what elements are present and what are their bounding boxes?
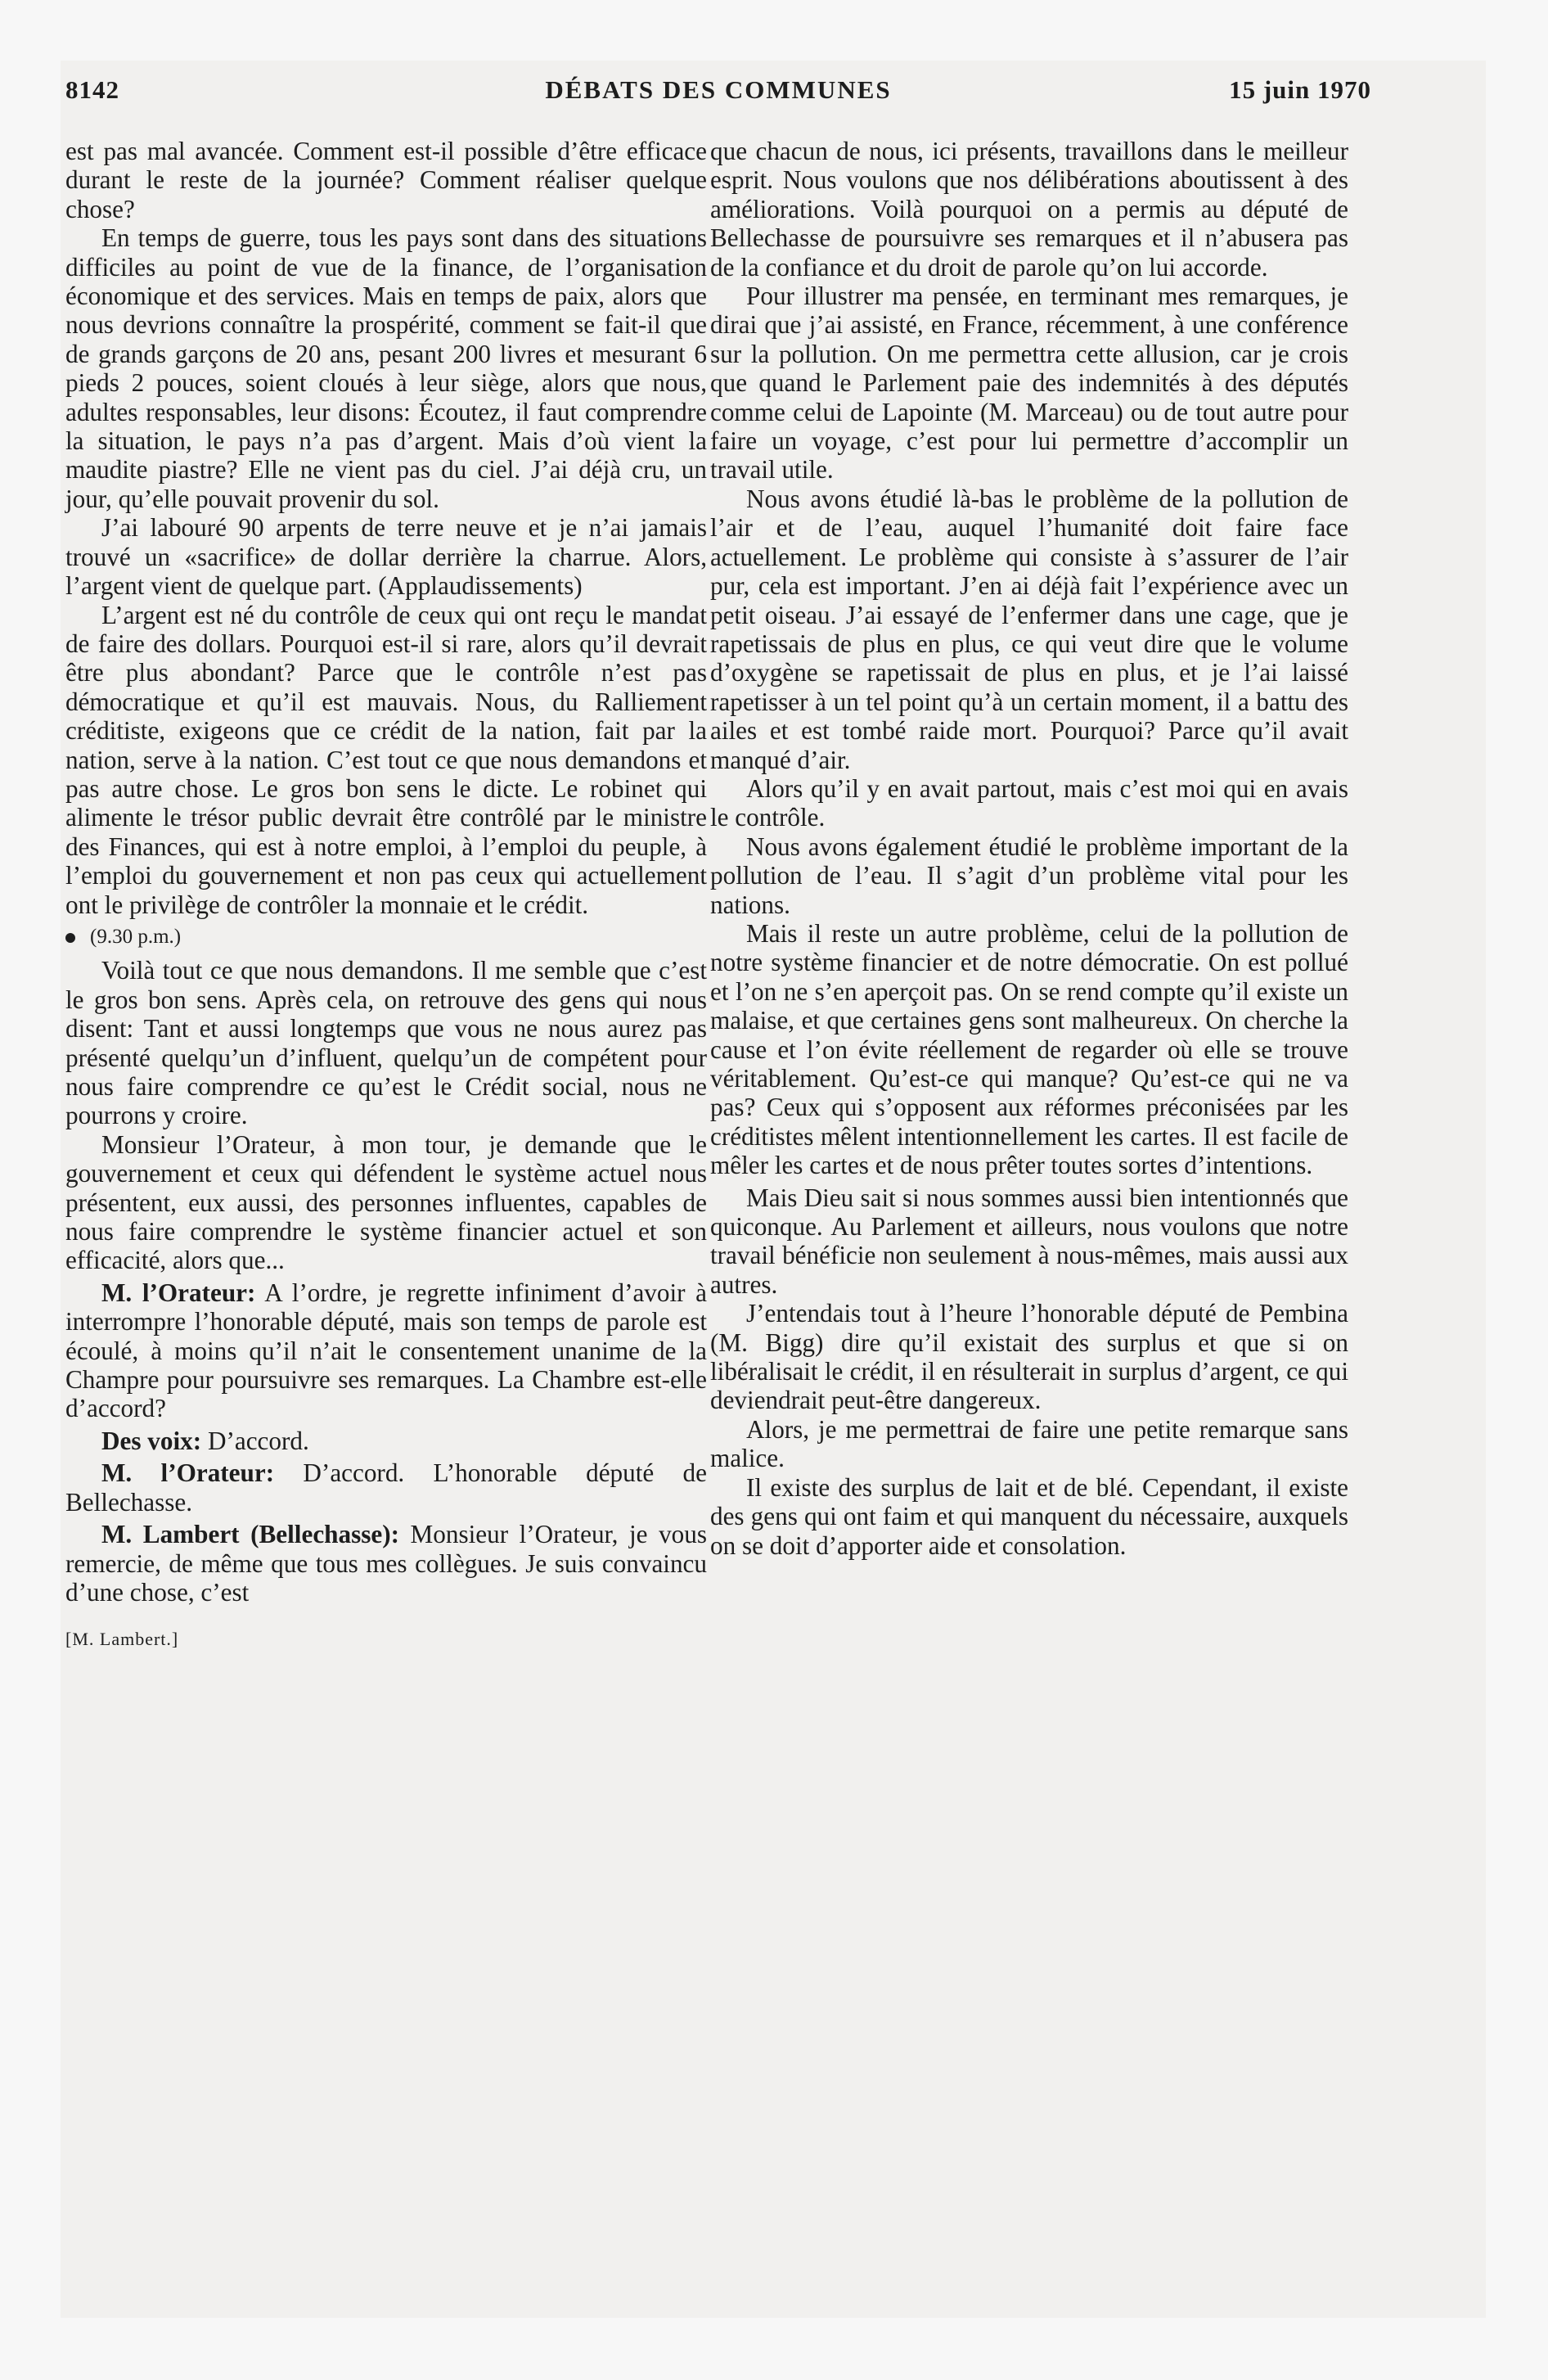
paragraph: Alors, je me permettrai de faire une petite remarque sans malice. bbox=[710, 1414, 1348, 1473]
speaker-name: Des voix: bbox=[101, 1426, 202, 1455]
page-title: DÉBATS DES COMMUNES bbox=[545, 75, 892, 104]
page-number: 8142 bbox=[65, 75, 119, 104]
paragraph: Monsieur l’Orateur, à mon tour, je demande que le gouvernement et ceux qui défendent le système actuel nous présentent, eux aussi, des personnes influentes, capables de nous faire comprendre le système financier actuel et son efficacité, alors que... bbox=[65, 1129, 707, 1275]
speaker-name: M. l’Orateur: bbox=[101, 1458, 275, 1488]
speech-text: D’accord. L’honorable député de Bellechasse. bbox=[65, 1458, 707, 1517]
speech-paragraph bbox=[65, 1278, 707, 1423]
speech-text: D’accord. bbox=[201, 1426, 309, 1455]
speaker-name: M. l’Orateur: bbox=[101, 1278, 256, 1307]
paragraph: Mais Dieu sait si nous sommes aussi bien intentionnés que quiconque. Au Parlement et ailleurs, nous voulons que notre travail bénéficie non seulement à nous-mêmes, mais aussi aux autres. bbox=[710, 1183, 1348, 1299]
speech-paragraph bbox=[65, 1520, 707, 1607]
paragraph: Voilà tout ce que nous demandons. Il me semble que c’est le gros bon sens. Après cela, on retrouve des gens qui nous disent: Tant et aussi longtemps que vous ne nous aurez pas présenté quelqu’un d’influent, quelqu’un de compétent pour nous faire comprendre ce qu’est le Crédit social, nous ne pourrons y croire. bbox=[65, 956, 707, 1130]
speaker-footer-tag: [M. Lambert.] bbox=[65, 1629, 179, 1650]
speaker-name: M. Lambert (Bellechasse): bbox=[101, 1520, 399, 1549]
paragraph: Pour illustrer ma pensée, en terminant mes remarques, je dirai que j’ai assisté, en France, récemment, à une conférence sur la pollution. On me permettra cette allusion, car je crois que quand le Parlement paie des indemnités à des députés comme celui de Lapointe (M. Marceau) ou de tout autre pour faire un voyage, c’est pour lui permettre d’accomplir un travail utile. bbox=[710, 282, 1348, 485]
speech-text: Monsieur l’Orateur, je vous remercie, de même que tous mes collègues. Je suis convaincu d’une chose, c’est bbox=[65, 1520, 707, 1607]
page-header bbox=[65, 75, 1371, 124]
paragraph: En temps de guerre, tous les pays sont dans des situations difficiles au point de vue de la finance, de l’organisation économique et des services. Mais en temps de paix, alors que nous devrions connaître la prospérité, comment se fait-il que de grands garçons de 20 ans, pesant 200 livres et mesurant 6 pieds 2 pouces, soient cloués à leur siège, alors que nous, adultes responsables, leur disons: Écoutez, il faut comprendre la situation, le pays n’a pas d’argent. Mais d’où vient la maudite piastre? Elle ne vient pas du ciel. J’ai déjà cru, un jour, qu’elle pouvait provenir du sol. bbox=[65, 223, 707, 513]
paragraph: Nous avons étudié là-bas le problème de la pollution de l’air et de l’eau, auquel l’humanité doit faire face actuellement. Le problème qui consiste à s’assurer de l’air pur, cela est important. J’en ai déjà fait l’expérience avec un petit oiseau. J’ai essayé de l’enfermer dans une cage, que je rapetissais de plus en plus, ce qui veut dire que le volume d’oxygène se rapetissait de plus en plus, et je l’ai laissé rapetisser à un tel point qu’à un certain moment, il a battu des ailes et est tombé raide mort. Pourquoi? Parce qu’il avait manqué d’air. bbox=[710, 484, 1348, 774]
time-marker-text: (9.30 p.m.) bbox=[90, 925, 182, 948]
paragraph: Il existe des surplus de lait et de blé. Cependant, il existe des gens qui ont faim et qui manquent du nécessaire, auxquels on se doit d’apporter aide et consolation. bbox=[710, 1472, 1348, 1560]
page-date: 15 juin 1970 bbox=[1229, 75, 1371, 104]
paragraph: que chacun de nous, ici présents, travaillons dans le meilleur esprit. Nous voulons que nos délibérations aboutissent à des améliorations. Voilà pourquoi on a permis au député de Bellechasse de poursuivre ses remarques et il n’abusera pas de la confiance et du droit de parole qu’on lui accorde. bbox=[710, 137, 1348, 282]
paragraph: Alors qu’il y en avait partout, mais c’est moi qui en avais le contrôle. bbox=[710, 773, 1348, 832]
speech-paragraph bbox=[65, 1458, 707, 1517]
paragraph: J’entendais tout à l’heure l’honorable député de Pembina (M. Bigg) dire qu’il existait des surplus et que si on libéralisait le crédit, il en résulterait in surplus d’argent, ce qui deviendrait peut-être dangereux. bbox=[710, 1299, 1348, 1415]
bullet-icon bbox=[65, 933, 75, 943]
paragraph: Nous avons également étudié le problème important de la pollution de l’eau. Il s’agit d’un problème vital pour les nations. bbox=[710, 832, 1348, 919]
left-column bbox=[65, 137, 707, 1654]
speech-paragraph bbox=[65, 1427, 707, 1455]
speech-text: A l’ordre, je regrette infiniment d’avoir à interrompre l’honorable député, mais son temps de parole est écoulé, à moins qu’il n’ait le consentement unanime de la Champre pour poursuivre ses remarques. La Chambre est-elle d’accord? bbox=[65, 1278, 708, 1423]
paragraph: est pas mal avancée. Comment est-il possible d’être efficace durant le reste de la journée? Comment réaliser quelque chose? bbox=[65, 137, 707, 223]
time-marker bbox=[65, 922, 707, 951]
paragraph: Mais il reste un autre problème, celui de la pollution de notre système financier et de notre démocratie. On est pollué et l’on ne s’en aperçoit pas. On se rend compte qu’il existe un malaise, et que certaines gens sont malheureux. On cherche la cause et l’on évite réellement de regarder où elle se trouve véritablement. Qu’est-ce qui manque? Qu’est-ce qui ne va pas? Ceux qui s’opposent aux réformes préconisées par les créditistes mêlent intentionnellement les cartes. Il est facile de mêler les cartes et de nous prêter toutes sortes d’intentions. bbox=[710, 918, 1348, 1180]
right-column bbox=[710, 137, 1348, 1560]
paragraph: L’argent est né du contrôle de ceux qui ont reçu le mandat de faire des dollars. Pourquoi est-il si rare, alors qu’il devrait être plus abondant? Parce que le contrôle n’est pas démocratique et qu’il est mauvais. Nous, du Ralliement créditiste, exigeons que ce crédit de la nation, fait par la nation, serve à la nation. C’est tout ce que nous demandons et pas autre chose. Le gros bon sens le dicte. Le robinet qui alimente le trésor public devrait être contrôlé par le ministre des Finances, qui est à notre emploi, à l’emploi du peuple, à l’emploi du gouvernement et non pas ceux qui actuellement ont le privilège de contrôler la monnaie et le crédit. bbox=[65, 600, 707, 919]
paragraph: J’ai labouré 90 arpents de terre neuve et je n’ai jamais trouvé un «sacrifice» de dollar derrière la charrue. Alors, l’argent vient de quelque part. (Applaudissements) bbox=[65, 513, 707, 601]
